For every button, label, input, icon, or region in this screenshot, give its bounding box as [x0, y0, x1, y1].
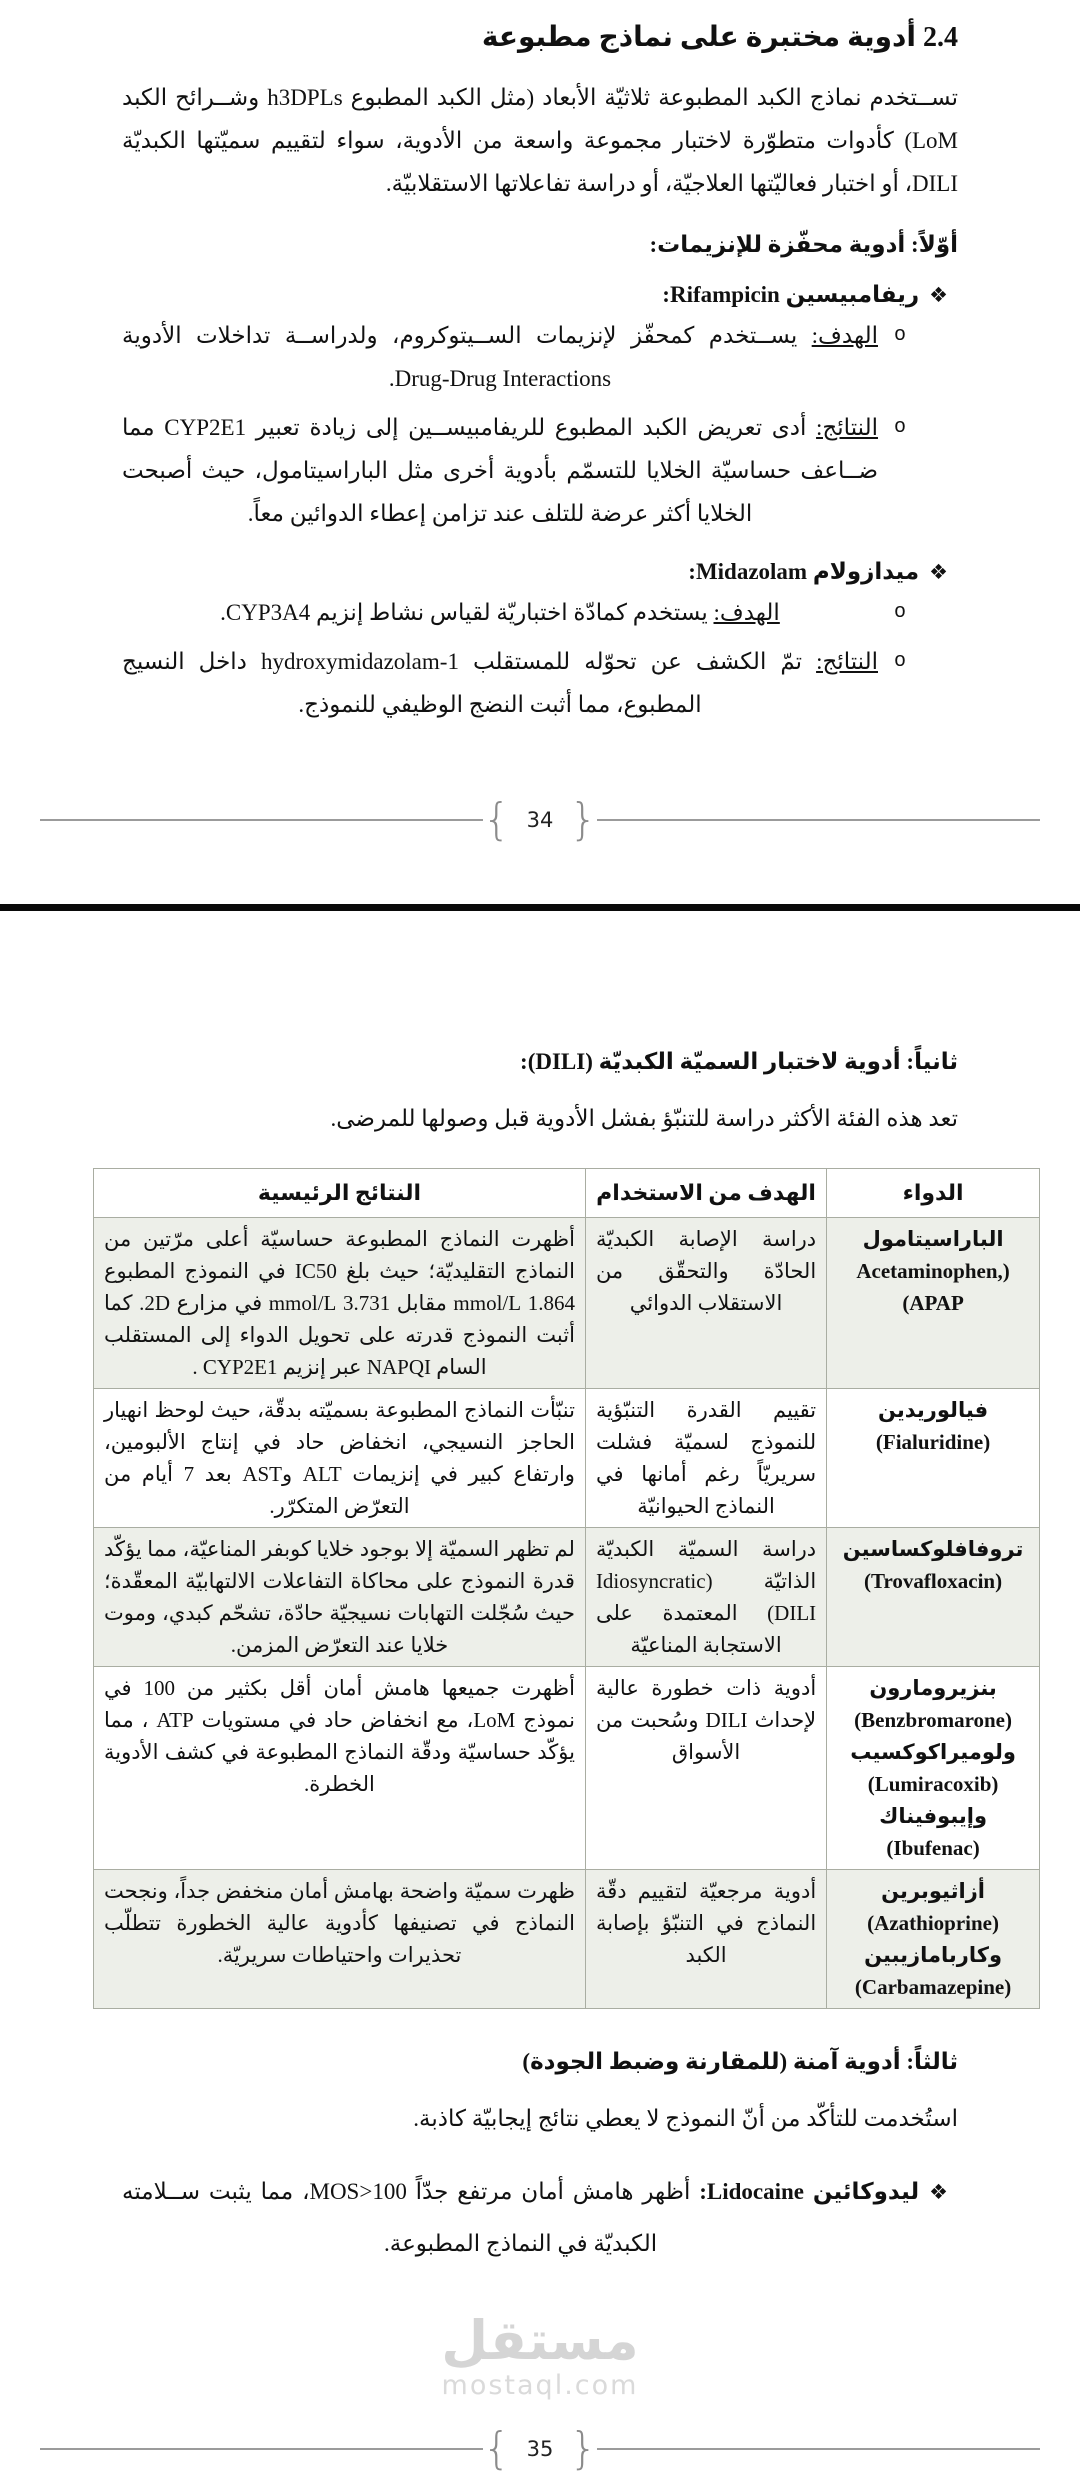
table-row [94, 1389, 1040, 1528]
bullet-lidocaine [122, 2166, 958, 2270]
page-34 [0, 0, 1080, 845]
lidocaine-body: أظهر هامش أمان مرتفع جدّاً MOS>100، مما يثبت ســلامته الكبديّة في النماذج المطبوعة. [122, 2179, 700, 2256]
col-header-drug: الدواء [827, 1169, 1040, 1218]
results-body: أدى تعريض الكبد المطبوع للريفامبيســين إلى زيادة تعبير CYP2E1 مما ضــاعف حساسيّة الخلايا للتسمّم بأدوية أخرى مثل الباراسيتامول، حيث أصبحت الخلايا أكثر عرضة للتلف عند تزامن إعطاء الدوائين معاً. [122, 415, 878, 526]
drug-purpose: دراسة الإصابة الكبديّة الحادّة والتحقّق من الاستقلاب الدوائي [585, 1218, 826, 1389]
midazolam-results-text [122, 640, 878, 726]
drug-purpose: دراسة السميّة الكبديّة الذاتيّة (Idiosyncratic DILI) المعتمدة على الاستجابة المناعيّة [585, 1528, 826, 1667]
midazolam-name: ميدازولام Midazolam: [688, 559, 920, 584]
col-header-results: النتائج الرئيسية [94, 1169, 586, 1218]
table-row [94, 1870, 1040, 2009]
goal-body: يســتخدم كمحفّز لإنزيمات الســيتوكروم، ولدراســة تداخلات الأدوية Drug-Drug Interactions. [122, 323, 812, 391]
drug-purpose: أدوية ذات خطورة عالية لإحداث DILI وسُحبت من الأسواق [585, 1667, 826, 1870]
rifampicin-goal-text [122, 314, 878, 400]
page-35-footer [0, 2423, 1080, 2474]
drug-results: أظهرت جميعها هامش أمان أقل بكثير من 100 في نموذج LoM، مع انخفاض حاد في مستويات ATP ، مما يؤكّد حساسيّة ودقّة النماذج المطبوعة في كشف الأدوية الخطرة. [94, 1667, 586, 1870]
drug-results: أظهرت النماذج المطبوعة حساسيّة أعلى مرّتين من النماذج التقليديّة؛ حيث بلغ IC50 في النموذج المطبوع 1.864 mmol/L مقابل 3.731 mmol/L في مزارع 2D. كما أثبت النموذج قدرته على تحويل الدواء إلى المستقلب السام NAPQI عبر إنزيم CYP2E1 . [94, 1218, 586, 1389]
right-brace: } [482, 2423, 511, 2474]
circle-bullet-icon: o [893, 416, 906, 439]
lidocaine-name: ليدوكائين Lidocaine: [699, 2179, 920, 2204]
footer-rule [597, 2448, 1040, 2450]
midazolam-results [122, 640, 958, 726]
page-number: 35 [526, 2437, 554, 2461]
circle-bullet-icon: o [893, 650, 906, 673]
footer-rule [597, 819, 1040, 821]
rifampicin-results [122, 406, 958, 535]
results-label: النتائج: [816, 415, 878, 440]
col-header-purpose: الهدف من الاستخدام [585, 1169, 826, 1218]
lidocaine-text [122, 2166, 919, 2270]
page-34-footer [0, 794, 1080, 845]
dili-drugs-table [93, 1168, 1040, 2009]
bullet-midazolam [122, 559, 958, 585]
circle-bullet-icon: o [893, 601, 906, 624]
results-body: تمّ الكشف عن تحوّله للمستقلب 1-hydroxymidazolam داخل النسيج المطبوع، مما أثبت النضج الوظيفي للنموذج. [122, 649, 817, 717]
table-intro: تعد هذه الفئة الأكثر دراسة للتنبّؤ بفشل الأدوية قبل وصولها للمرضى. [330, 1106, 958, 1131]
page-break-bar [0, 904, 1080, 911]
second-subheading: ثانياً: أدوية لاختبار السميّة الكبديّة (DILI): [520, 1049, 958, 1074]
mostaql-url: mostaql.com [441, 2370, 639, 2401]
mostaql-logo: مستقل [441, 2309, 639, 2372]
drug-name: أزاثيوبرين (Azathioprine) وكاربامازيبين (Carbamazepine) [827, 1870, 1040, 2009]
third-subheading: ثالثاً: أدوية آمنة (للمقارنة وضبط الجودة) [522, 2049, 958, 2074]
rifampicin-results-text [122, 406, 878, 535]
table-row [94, 1218, 1040, 1389]
footer-rule [40, 819, 483, 821]
page-number: 34 [526, 808, 554, 832]
rifampicin-goal [122, 314, 958, 400]
rifampicin-name: ريفامبيسين Rifampicin: [662, 282, 920, 307]
drug-name: فيالوريدين (Fialuridine) [827, 1389, 1040, 1528]
circle-bullet-icon: o [893, 324, 906, 347]
left-brace: { [569, 2423, 598, 2474]
drug-name: بنزيرومارون (Benzbromarone) ولوميراكوكسيب (Lumiracoxib) وإيبوفيناك (Ibufenac) [827, 1667, 1040, 1870]
first-subheading: أوّلاً: أدوية محفّزة للإنزيمات: [649, 232, 958, 257]
drug-results: ظهرت سميّة واضحة بهامش أمان منخفض جداً، ونجحت النماذج في تصنيفها كأدوية عالية الخطورة تتطلّب تحذيرات واحتياطات سريريّة. [94, 1870, 586, 2009]
diamond-bullet-icon: ❖ [929, 2180, 948, 2204]
table-header-row [94, 1169, 1040, 1218]
drug-purpose: أدوية مرجعيّة لتقييم دقّة النماذج في التنبّؤ بإصابة الكبد [585, 1870, 826, 2009]
right-brace: } [482, 794, 511, 845]
midazolam-goal [122, 591, 958, 634]
section-title: 2.4 أدوية مختبرة على نماذج مطبوعة [481, 22, 958, 53]
page-35 [0, 1049, 1080, 2474]
results-label: النتائج: [816, 649, 878, 674]
goal-body: يستخدم كمادّة اختباريّة لقياس نشاط إنزيم CYP3A4. [220, 600, 714, 625]
diamond-bullet-icon: ❖ [929, 560, 948, 584]
left-brace: { [569, 794, 598, 845]
third-note: استُخدمت للتأكّد من أنّ النموذج لا يعطي نتائج إيجابيّة كاذبة. [413, 2106, 958, 2131]
drug-results: لم تظهر السميّة إلا بوجود خلايا كوبفر المناعيّة، مما يؤكّد قدرة النموذج على محاكاة التفاعلات الالتهابيّة المعقّدة؛ حيث سُجّلت التهابات نسيجيّة حادّة، تشحّم كبدي، وموت خلايا عند التعرّض المزمن. [94, 1528, 586, 1667]
diamond-bullet-icon: ❖ [929, 283, 948, 307]
intro-paragraph: تســتخدم نماذج الكبد المطبوعة ثلاثيّة الأبعاد (مثل الكبد المطبوع h3DPLs وشــرائح الكبد LoM) كأدوات متطوّرة لاختبار مجموعة واسعة من الأدوية، سواء لتقييم سميّتها الكبديّة DILI، أو اختبار فعاليّتها العلاجيّة، أو دراسة تفاعلاتها الاستقلابيّة. [122, 85, 958, 196]
drug-name: الباراسيتامول (Acetaminophen, APAP) [827, 1218, 1040, 1389]
drug-name: تروفافلوكساسين (Trovafloxacin) [827, 1528, 1040, 1667]
goal-label: الهدف: [811, 323, 878, 348]
footer-rule [40, 2448, 483, 2450]
drug-purpose: تقييم القدرة التنبّؤية للنموذج لسميّة فشلت سريريّاً رغم أمانها في النماذج الحيوانيّة [585, 1389, 826, 1528]
drug-results: تنبّأت النماذج المطبوعة بسميّته بدقّة، حيث لوحظ انهيار الحاجز النسيجي، انخفاض حاد في إنتاج الألبومين، وارتفاع كبير في إنزيمات ALT وAST بعد 7 أيام من التعرّض المتكرّر. [94, 1389, 586, 1528]
table-row [94, 1667, 1040, 1870]
table-row [94, 1528, 1040, 1667]
watermark [0, 2309, 1080, 2401]
bullet-rifampicin [122, 282, 958, 308]
midazolam-goal-text [122, 591, 878, 634]
goal-label: الهدف: [713, 600, 780, 625]
